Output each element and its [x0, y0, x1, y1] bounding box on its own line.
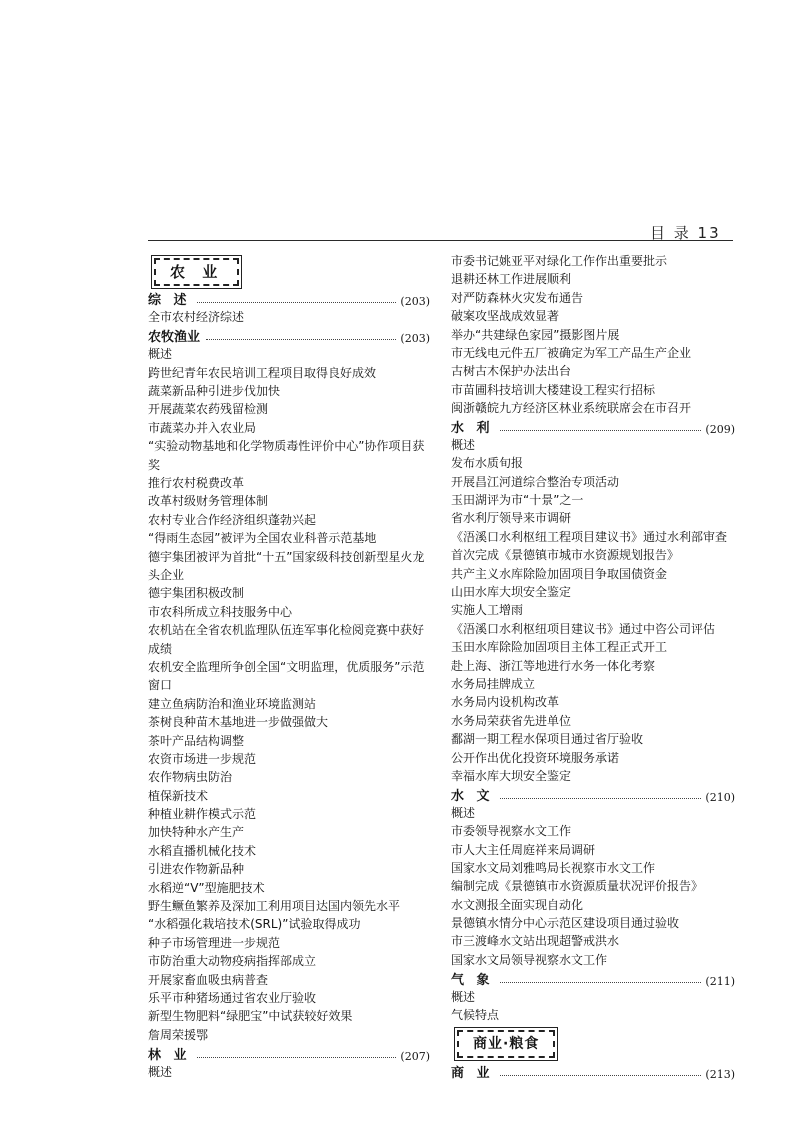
toc-item-list: [148, 308, 430, 326]
toc-item-list: [451, 436, 735, 785]
toc-item[interactable]: 跨世纪青年农民培训工程项目取得良好成效: [148, 365, 377, 380]
toc-entry-agri-animal-fishery[interactable]: [148, 327, 430, 345]
page-number: (207): [400, 1049, 430, 1063]
toc-item[interactable]: 公开作出优化投资环境服务承诺: [451, 750, 620, 765]
toc-item[interactable]: 植保新技术: [148, 788, 209, 803]
toc-right-column: [451, 252, 735, 1081]
toc-entry-forestry[interactable]: [148, 1044, 430, 1062]
toc-item[interactable]: 开展昌江河道综合整治专项活动: [451, 474, 620, 489]
toc-item[interactable]: 概述: [148, 347, 173, 362]
toc-item[interactable]: “水稻强化栽培技术(SRL)”试验取得成功: [148, 917, 361, 932]
toc-item[interactable]: “实验动物基地和化学物质毒性评价中心”协作项目获奖: [148, 439, 425, 472]
toc-item[interactable]: 气候特点: [451, 1008, 500, 1023]
toc-heading: 商 业: [451, 1065, 494, 1081]
toc-heading: 农牧渔业: [148, 330, 201, 346]
leader-dots: [500, 798, 702, 799]
toc-item[interactable]: 对严防森林火灾发布通告: [451, 290, 584, 305]
running-title: 目 录 13: [650, 224, 721, 242]
toc-entry-water-conservancy[interactable]: [451, 418, 735, 436]
toc-item[interactable]: 发布水质旬报: [451, 456, 524, 471]
toc-item[interactable]: “得雨生态园”被评为全国农业科普示范基地: [148, 531, 377, 546]
toc-item[interactable]: 水务局荣获省先进单位: [451, 713, 572, 728]
section-title-agriculture: 农 业: [154, 258, 239, 286]
toc-item[interactable]: 蔬菜新品种引进步伐加快: [148, 383, 281, 398]
leader-dots: [500, 982, 702, 983]
toc-item[interactable]: 概述: [451, 989, 476, 1004]
toc-item[interactable]: 全市农村经济综述: [148, 310, 245, 325]
toc-item[interactable]: 玉田水库除险加固项目主体工程正式开工: [451, 640, 668, 655]
toc-item[interactable]: 水稻直播机械化技术: [148, 843, 257, 858]
toc-item[interactable]: 农村专业合作经济组织蓬勃兴起: [148, 512, 317, 527]
toc-item[interactable]: 《浯溪口水利枢纽项目建议书》通过中咨公司评估: [451, 621, 716, 636]
toc-item[interactable]: 玉田湖评为市“十景”之一: [451, 493, 584, 508]
toc-item[interactable]: 新型生物肥料“绿肥宝”中试获较好效果: [148, 1009, 353, 1024]
toc-heading: 气 象: [451, 972, 494, 988]
toc-item[interactable]: 编制完成《景德镇市水资源质量状况评价报告》: [451, 879, 704, 894]
toc-item[interactable]: 市三渡峰水文站出现超警戒洪水: [451, 934, 620, 949]
toc-item[interactable]: 种子市场管理进一步规范: [148, 935, 281, 950]
toc-item[interactable]: 野生鳜鱼繁养及深加工利用项目达国内领先水平: [148, 899, 401, 914]
toc-item-list: [451, 988, 735, 1025]
toc-heading: 综 述: [148, 293, 191, 309]
toc-item[interactable]: 实施人工增雨: [451, 603, 524, 618]
toc-item[interactable]: 市人大主任周庭祥来局调研: [451, 842, 596, 857]
toc-item-list: [451, 252, 735, 418]
toc-heading: 水 文: [451, 788, 494, 804]
toc-item[interactable]: 茶树良种苗木基地进一步做强做大: [148, 715, 329, 730]
toc-item[interactable]: 开展家畜血吸虫病普查: [148, 972, 269, 987]
toc-item[interactable]: 国家水文局领导视察水文工作: [451, 952, 608, 967]
leader-dots: [500, 1075, 702, 1076]
toc-item[interactable]: 开展蔬菜农药残留检测: [148, 402, 269, 417]
toc-entry-commerce[interactable]: [451, 1062, 735, 1080]
toc-item[interactable]: 詹周荣援鄂: [148, 1027, 209, 1042]
toc-item[interactable]: 鄱湖一期工程水保项目通过省厅验收: [451, 732, 644, 747]
toc-item[interactable]: 市苗圃科技培训大楼建设工程实行招标: [451, 382, 656, 397]
toc-item[interactable]: 德宇集团被评为首批“十五”国家级科技创新型星火龙头企业: [148, 549, 425, 582]
toc-item[interactable]: 市防治重大动物疫病指挥部成立: [148, 954, 317, 969]
toc-item[interactable]: 水文测报全面实现自动化: [451, 897, 584, 912]
page-number: (209): [705, 422, 735, 436]
toc-item[interactable]: 引进农作物新品种: [148, 862, 245, 877]
toc-item[interactable]: 推行农村税费改革: [148, 475, 245, 490]
leader-dots: [206, 339, 396, 340]
toc-entry-meteorology[interactable]: [451, 969, 735, 987]
header-rule: [148, 240, 733, 241]
page-number: (210): [705, 790, 735, 804]
toc-item-list: [148, 1063, 430, 1081]
toc-item[interactable]: 市农科所成立科技服务中心: [148, 604, 293, 619]
leader-dots: [197, 1057, 397, 1058]
toc-item[interactable]: 改革村级财务管理体制: [148, 494, 269, 509]
toc-item[interactable]: 农作物病虫防治: [148, 770, 233, 785]
toc-item[interactable]: 举办“共建绿色家园”摄影图片展: [451, 327, 620, 342]
toc-item[interactable]: 水务局内设机构改革: [451, 695, 560, 710]
toc-entry-hydrology[interactable]: [451, 785, 735, 803]
toc-item[interactable]: 市无线电元件五厂被确定为军工产品生产企业: [451, 345, 692, 360]
leader-dots: [500, 430, 702, 431]
toc-item[interactable]: 市委领导视察水文工作: [451, 824, 572, 839]
toc-item[interactable]: 景德镇水情分中心示范区建设项目通过验收: [451, 916, 680, 931]
toc-heading: 林 业: [148, 1047, 191, 1063]
page-number: (203): [400, 332, 430, 346]
toc-item[interactable]: 水务局挂牌成立: [451, 676, 536, 691]
toc-item[interactable]: 《浯溪口水利枢纽工程项目建议书》通过水利部审查: [451, 529, 728, 544]
toc-item[interactable]: 市蔬菜办并入农业局: [148, 420, 257, 435]
toc-item[interactable]: 概述: [451, 805, 476, 820]
toc-item[interactable]: 幸福水库大坝安全鉴定: [451, 768, 572, 783]
toc-item[interactable]: 建立鱼病防治和渔业环境监测站: [148, 696, 317, 711]
toc-heading: 水 利: [451, 420, 494, 436]
toc-item[interactable]: 国家水文局刘雅鸣局长视察市水文工作: [451, 860, 656, 875]
toc-item[interactable]: 首次完成《景德镇市城市水资源规划报告》: [451, 548, 680, 563]
toc-item[interactable]: 概述: [451, 437, 476, 452]
toc-item[interactable]: 概述: [148, 1064, 173, 1079]
page-header: [0, 218, 800, 248]
toc-item[interactable]: 共产主义水库除险加固项目争取国债资金: [451, 566, 668, 581]
section-title-commerce-grain: 商业·粮食: [457, 1030, 555, 1058]
toc-entry-overview[interactable]: [148, 290, 430, 308]
page-number: (203): [400, 295, 430, 309]
toc-item[interactable]: 省水利厅领导来市调研: [451, 511, 572, 526]
toc-item[interactable]: 山田水库大坝安全鉴定: [451, 585, 572, 600]
toc-item[interactable]: 种植业耕作模式示范: [148, 807, 257, 822]
page-number: (213): [705, 1067, 735, 1081]
toc-item[interactable]: 闽浙赣皖九方经济区林业系统联席会在市召开: [451, 401, 692, 416]
toc-item[interactable]: 退耕还林工作进展顺利: [451, 272, 572, 287]
leader-dots: [197, 302, 397, 303]
toc-item[interactable]: 破案攻坚战成效显著: [451, 309, 560, 324]
toc-item[interactable]: 德宇集团积极改制: [148, 586, 245, 601]
toc-item[interactable]: 加快特种水产生产: [148, 825, 245, 840]
toc-item[interactable]: 农资市场进一步规范: [148, 751, 257, 766]
toc-item[interactable]: 乐平市种猪场通过省农业厅验收: [148, 990, 317, 1005]
toc-item[interactable]: 市委书记姚亚平对绿化工作作出重要批示: [451, 254, 668, 268]
page-number: (211): [705, 974, 735, 988]
toc-item[interactable]: 农机站在全省农机监理队伍连军事化检阅竞赛中获好成绩: [148, 623, 425, 656]
toc-item[interactable]: 古树古木保护办法出台: [451, 364, 572, 379]
toc-item[interactable]: 茶叶产品结构调整: [148, 733, 245, 748]
toc-item[interactable]: 赴上海、浙江等地进行水务一体化考察: [451, 658, 656, 673]
toc-item-list: [148, 345, 430, 1044]
toc-item-list: [451, 804, 735, 970]
toc-item[interactable]: 农机安全监理所争创全国“文明监理，优质服务”示范窗口: [148, 659, 425, 693]
toc-left-column: [148, 252, 430, 1081]
toc-item[interactable]: 水稻逆“V”型施肥技术: [148, 880, 265, 895]
